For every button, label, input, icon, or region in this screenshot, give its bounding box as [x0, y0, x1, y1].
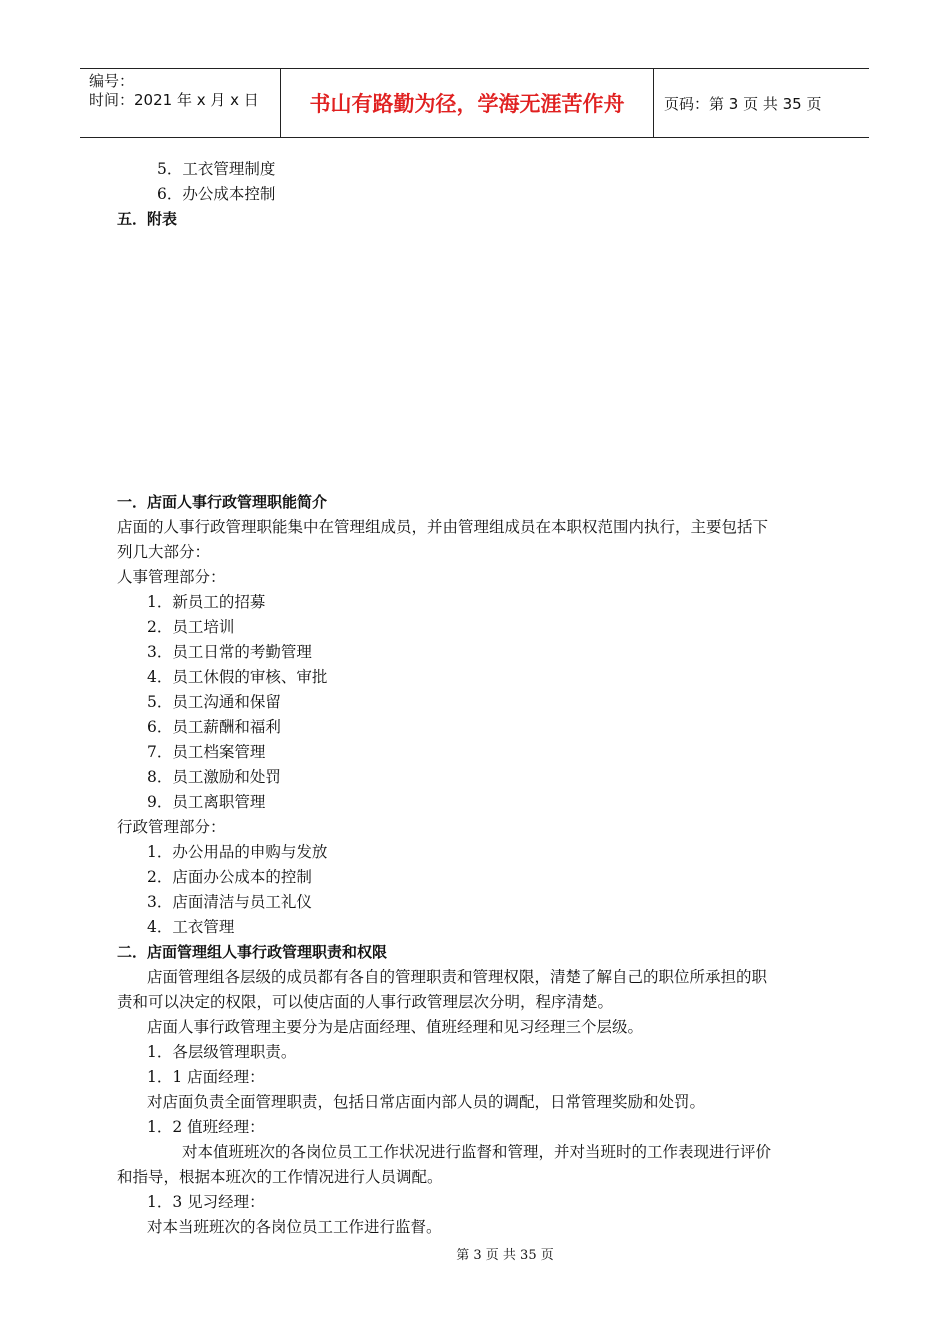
section-two-para: 店面管理组各层级的成员都有各自的管理职责和管理权限，清楚了解自己的职位所承担的职: [147, 968, 768, 986]
page-label: 页码：第 3 页 共 35 页: [664, 94, 822, 113]
hr-item: 9．员工离职管理: [147, 793, 266, 811]
time-label: 时间：2021 年 x 月 x 日: [89, 91, 259, 109]
hr-item: 5．员工沟通和保留: [147, 693, 281, 711]
subsection-heading: 1．2 值班经理：: [147, 1118, 265, 1136]
admin-item: 1．办公用品的申购与发放: [147, 843, 328, 861]
top-item: 6．办公成本控制: [157, 185, 276, 203]
section-five-heading: 五．附表: [117, 210, 178, 228]
subsection-text: 对本值班班次的各岗位员工工作状况进行监督和管理，并对当班时的工作表现进行评价: [182, 1143, 772, 1161]
admin-item: 3．店面清洁与员工礼仪: [147, 893, 312, 911]
section-two-para: 店面人事行政管理主要分为是店面经理、值班经理和见习经理三个层级。: [147, 1018, 644, 1036]
hr-item: 4．员工休假的审核、审批: [147, 668, 328, 686]
hr-item: 6．员工薪酬和福利: [147, 718, 281, 736]
subsection-heading: 1．3 见习经理：: [147, 1193, 265, 1211]
hr-item: 3．员工日常的考勤管理: [147, 643, 312, 661]
subsection-heading: 1．各层级管理职责。: [147, 1043, 297, 1061]
section-two-para-cont: 责和可以决定的权限，可以使店面的人事行政管理层次分明，程序清楚。: [117, 993, 614, 1011]
section-one-intro-cont: 列几大部分：: [117, 543, 211, 561]
admin-item: 2．店面办公成本的控制: [147, 868, 312, 886]
section-one-heading: 一．店面人事行政管理职能简介: [117, 493, 328, 511]
document-header: [80, 68, 869, 138]
section-one-intro: 店面的人事行政管理职能集中在管理组成员，并由管理组成员在本职权范围内执行，主要包括下: [117, 518, 769, 536]
document-body: [117, 157, 837, 1240]
hr-label: 人事管理部分：: [117, 568, 226, 586]
top-item: 5．工衣管理制度: [157, 160, 276, 178]
hr-item: 2．员工培训: [147, 618, 235, 636]
subsection-text-cont: 和指导，根据本班次的工作情况进行人员调配。: [117, 1168, 443, 1186]
subsection-heading: 1．1 店面经理：: [147, 1068, 265, 1086]
section-two-heading: 二．店面管理组人事行政管理职责和权限: [117, 943, 388, 961]
number-label: 编号：: [89, 72, 135, 90]
admin-item: 4．工衣管理: [147, 918, 235, 936]
hr-item: 7．员工档案管理: [147, 743, 266, 761]
page-footer: 第 3 页 共 35 页: [456, 1248, 554, 1263]
hr-item: 8．员工激励和处罚: [147, 768, 281, 786]
blank-space: [117, 232, 837, 490]
hr-item: 1．新员工的招募: [147, 593, 266, 611]
admin-label: 行政管理部分：: [117, 818, 226, 836]
header-left-cell: [80, 69, 281, 137]
subsection-text: 对本当班班次的各岗位员工工作进行监督。: [147, 1218, 442, 1236]
subsection-text: 对店面负责全面管理职责，包括日常店面内部人员的调配，日常管理奖励和处罚。: [147, 1093, 706, 1111]
motto: 书山有路勤为径，学海无涯苦作舟: [281, 69, 654, 137]
